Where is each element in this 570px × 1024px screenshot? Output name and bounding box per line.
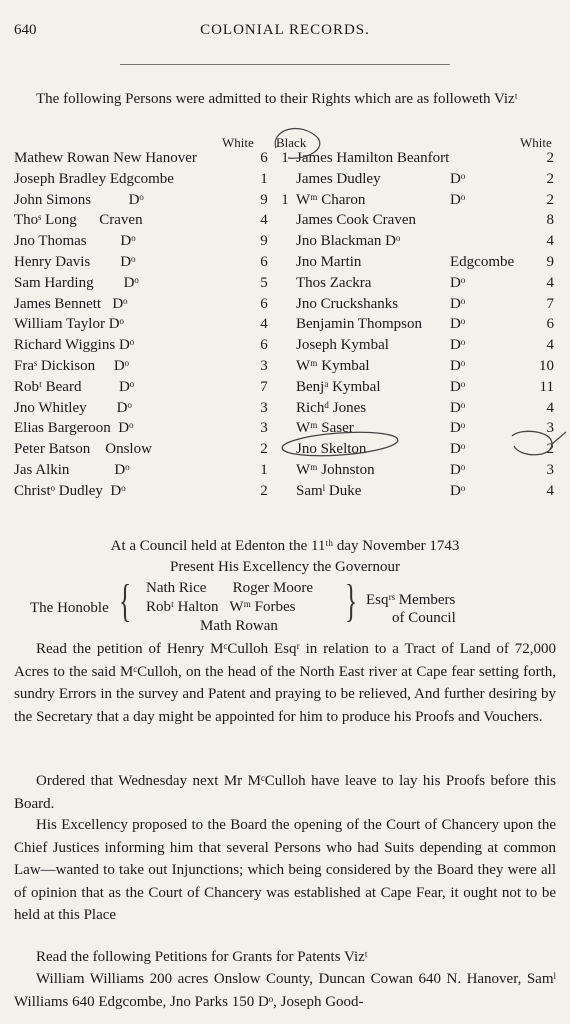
esq-line-2: of Council [392,610,456,626]
left-white-count: 4 [260,316,268,333]
right-white-count: 2 [546,191,554,208]
left-white-count: 9 [260,233,268,250]
left-white-count: 6 [260,337,268,354]
column-head-black: Black [276,135,307,150]
right-name: Wᵐ Johnston [296,461,375,478]
right-brace: } [344,575,358,626]
right-name: Jno Skelton [296,441,367,458]
right-place: Dᵒ [450,399,466,416]
left-white-count: 7 [260,378,268,395]
council-heading: At a Council held at Edenton the 11ᵗʰ day November 1743 [110,538,460,554]
right-white-count: 2 [546,170,554,187]
left-name: Mathew Rowan New Hanover [14,150,197,166]
left-white-count: 1 [260,170,268,187]
left-name: Jas Alkin Dᵒ [14,461,130,478]
paragraph-ordered: Ordered that Wednesday next Mr MᶜCulloh have leave to lay his Proofs before this Board. [14,773,556,812]
right-name: Samˡ Duke [296,482,362,499]
right-name: Richᵈ Jones [296,399,367,416]
left-white-count: 3 [260,357,268,374]
right-white-count: 9 [546,253,554,270]
right-white-count: 3 [546,420,554,437]
running-title: COLONIAL RECORDS. [200,22,370,38]
person-row [14,192,556,213]
right-name: Wᵐ Kymbal [296,357,370,374]
right-name: Wᵐ Charon [296,191,366,208]
left-name: Richard Wiggins Dᵒ [14,337,135,354]
left-white-count: 9 [260,191,268,208]
right-place: Edgcombe [450,253,515,270]
person-row [14,212,556,233]
right-name: James Hamilton Beanfort [296,150,450,166]
paragraph-chancery: His Excellency proposed to the Board the opening of the Court of Chancery upon the Chief Justices informing him that several Persons who had Suits depending at common Law—wanted to take out Injunctions; which being considered by the Board they were all of opinion that as the Court of Chancery was established at Cape Fear, it ought not to be held at this Place [14,817,556,923]
right-white-count: 7 [546,295,554,312]
honoble-label: The Honoble [30,600,109,616]
right-white-count: 4 [546,233,554,250]
right-place: Dᵒ [450,482,466,499]
column-head-white-left: White [222,135,254,150]
left-white-count: 3 [260,420,268,437]
person-row [14,171,556,192]
right-place: Dᵒ [450,461,466,478]
left-white-count: 6 [260,150,268,166]
left-brace: { [118,575,132,626]
esq-line-1: Esqʳˢ Members [366,592,456,608]
right-white-count: 2 [546,441,554,458]
left-white-count: 1 [260,461,268,478]
left-white-count: 3 [260,399,268,416]
right-place: Dᵒ [450,295,466,312]
right-name: Jno Cruckshanks [296,295,399,312]
left-white-count: 2 [260,441,268,458]
right-place: Dᵒ [450,274,466,291]
right-name: Benjamin Thompson [296,316,422,333]
right-place: Dᵒ [450,316,466,333]
left-name: Fraˢ Dickison Dᵒ [14,357,129,374]
right-place: Dᵒ [450,441,466,458]
left-white-count: 4 [260,212,268,229]
right-white-count: 3 [546,461,554,478]
right-white-count: 10 [539,357,554,374]
header-rule [120,64,450,65]
right-white-count: 4 [546,482,554,499]
person-row [14,462,556,483]
right-white-count: 4 [546,274,554,291]
members-line-3: Math Rowan [200,618,278,634]
left-white-count: 6 [260,295,268,312]
person-row [14,337,556,358]
column-head-white-right: White [520,135,552,150]
right-name: Jno Martin [296,253,362,270]
right-place: Dᵒ [450,191,466,208]
left-white-count: 6 [260,253,268,270]
person-row [14,275,556,296]
right-name: Benjᵃ Kymbal [296,378,381,395]
right-white-count: 8 [546,212,554,229]
left-name: Thoˢ Long Craven [14,212,143,229]
right-place: Dᵒ [450,357,466,374]
left-black-count: 1 [281,191,289,208]
paragraph-grants: William Williams 200 acres Onslow County, Duncan Cowan 640 N. Hanover, Samˡ Williams 640 Edgcombe, Jno Parks 150 Dᵒ, Joseph Good- [14,971,556,1010]
person-row [14,296,556,317]
person-row [14,150,556,171]
members-line-2: Robᵗ Halton Wᵐ Forbes [146,599,296,615]
right-name: Joseph Kymbal [296,337,389,354]
left-name: William Taylor Dᵒ [14,316,124,333]
person-row [14,316,556,337]
person-row [14,379,556,400]
members-line-1: Nath Rice Roger Moore [146,580,314,596]
page-number: 640 [14,22,37,38]
person-row [14,358,556,379]
left-white-count: 5 [260,274,268,291]
intro-paragraph: The following Persons were admitted to their Rights which are as followeth Vizᵗ [36,91,518,107]
left-name: Robᵗ Beard Dᵒ [14,378,135,395]
left-white-count: 2 [260,482,268,499]
person-row [14,420,556,441]
left-name: Joseph Bradley Edgcombe [14,170,174,187]
left-name: John Simons Dᵒ [14,191,144,208]
person-row [14,233,556,254]
right-place: Dᵒ [450,378,466,395]
left-name: Elias Bargeroon Dᵒ [14,420,134,437]
right-name: James Dudley [296,170,381,187]
person-row [14,441,556,462]
right-white-count: 4 [546,399,554,416]
left-name: Peter Batson Onslow [14,441,152,458]
right-place: Dᵒ [450,170,466,187]
person-row [14,483,556,504]
left-black-count: 1 [281,150,289,166]
left-name: James Bennett Dᵒ [14,295,128,312]
left-name: Jno Whitley Dᵒ [14,399,132,416]
paragraph-petition: Read the petition of Henry MᶜCulloh Esqʳ in relation to a Tract of Land of 72,000 Acres to the said MᶜCulloh, on the head of the North East river at Cape fear setting forth, sundry Errors in the survey and Patent and praying to be relieved, And further desiring by the Secretary that a day might be appointed for him to produce his Proofs and Vouchers. [14,641,556,725]
right-white-count: 4 [546,337,554,354]
right-white-count: 6 [546,316,554,333]
right-name: Wᵐ Saser [296,420,354,437]
left-name: Christᵒ Dudley Dᵒ [14,482,126,499]
right-white-count: 2 [546,150,554,166]
paragraph-petitions-heading: Read the following Petitions for Grants for Patents Vizᵗ [36,949,368,965]
right-place: Dᵒ [450,337,466,354]
left-name: Sam Harding Dᵒ [14,274,139,291]
right-name: Jno Blackman Dᵒ [296,233,401,250]
page-header [14,22,556,44]
admitted-persons-list [14,150,556,504]
left-name: Jno Thomas Dᵒ [14,233,136,250]
person-row [14,400,556,421]
left-name: Henry Davis Dᵒ [14,253,136,270]
council-present: Present His Excellency the Governour [170,559,400,575]
right-name: James Cook Craven [296,212,416,229]
right-white-count: 11 [539,378,554,395]
person-row [14,254,556,275]
right-name: Thos Zackra [296,274,372,291]
right-place: Dᵒ [450,420,466,437]
